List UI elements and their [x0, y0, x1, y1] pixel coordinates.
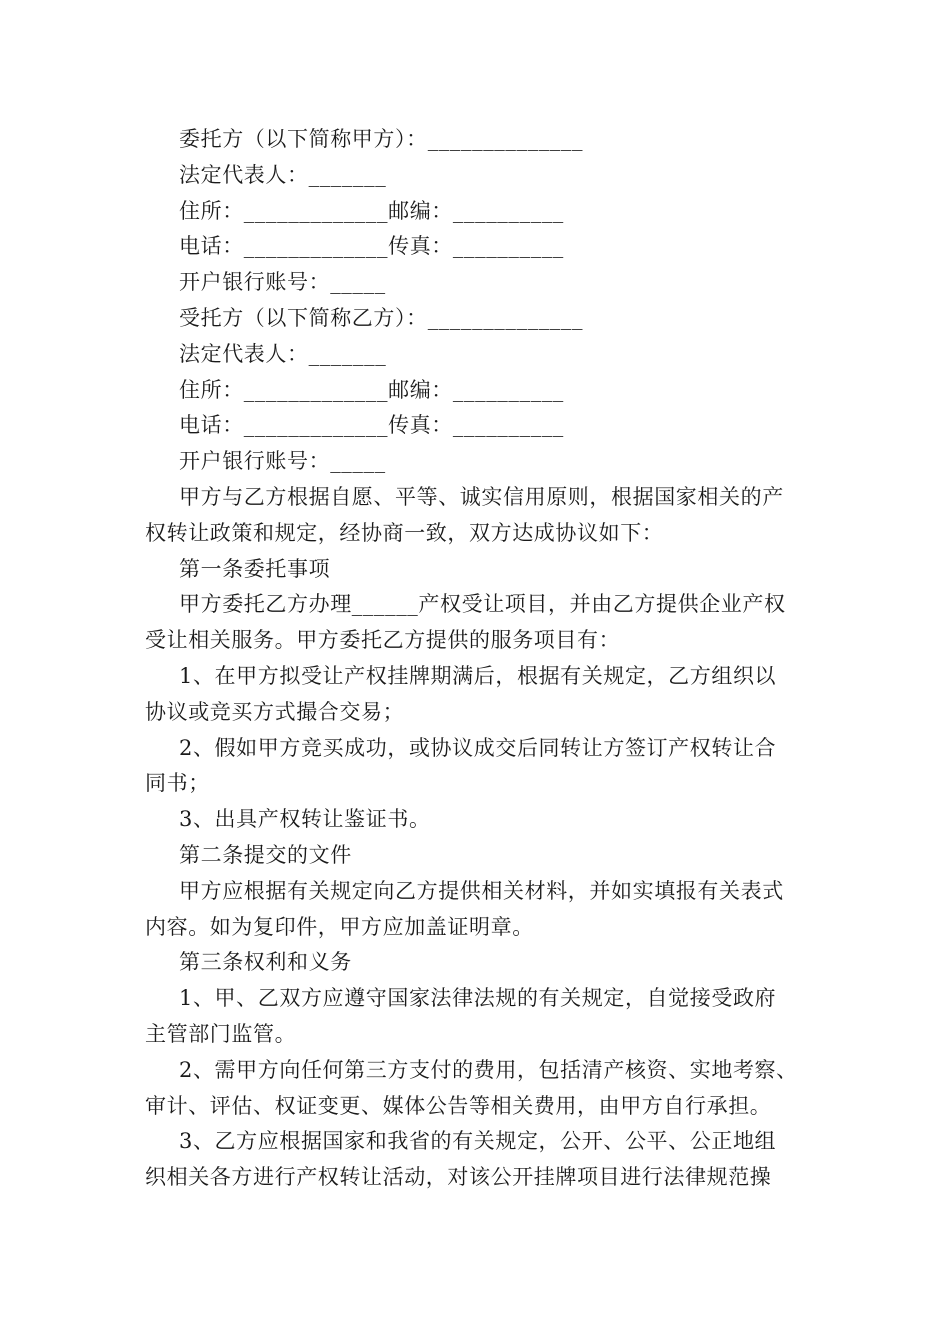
body-line: 主管部门监管。 [145, 1021, 297, 1046]
body-line: 2、需甲方向任何第三方支付的费用，包括清产核资、实地考察、 [179, 1057, 798, 1082]
body-line: 第一条委托事项 [179, 556, 331, 581]
body-line: 1、在甲方拟受让产权挂牌期满后，根据有关规定，乙方组织以 [179, 663, 777, 688]
body-line: 内容。如为复印件，甲方应加盖证明章。 [145, 914, 534, 939]
field-principal: 委托方（以下简称甲方）：______________ [179, 127, 584, 151]
field-agent-address: 住所：_____________邮编：__________ [179, 377, 564, 402]
body-line: 受让相关服务。甲方委托乙方提供的服务项目有： [145, 628, 621, 653]
document-page [145, 122, 810, 1196]
field-principal-bank-account: 开户银行账号：_____ [179, 270, 386, 295]
body-line: 1、甲、乙双方应遵守国家法律法规的有关规定，自觉接受政府 [179, 986, 777, 1011]
body-line: 2、假如甲方竞买成功，或协议成交后同转让方签订产权转让合 [179, 735, 777, 760]
header-fields [145, 122, 810, 480]
field-agent-phone: 电话：_____________传真：__________ [179, 413, 564, 438]
field-principal-phone: 电话：_____________传真：__________ [179, 234, 564, 259]
body-line: 织相关各方进行产权转让活动，对该公开挂牌项目进行法律规范操 [145, 1165, 772, 1190]
body-line: 甲方与乙方根据自愿、平等、诚实信用原则，根据国家相关的产 [179, 484, 784, 509]
field-agent-representative: 法定代表人：_______ [179, 341, 387, 366]
contract-body [145, 480, 810, 1196]
field-principal-address: 住所：_____________邮编：__________ [179, 198, 564, 223]
field-agent: 受托方（以下简称乙方）：______________ [179, 305, 584, 330]
body-line: 协议或竞买方式撮合交易； [145, 699, 405, 724]
body-line: 第二条提交的文件 [179, 842, 352, 867]
body-line: 3、出具产权转让鉴证书。 [179, 807, 431, 832]
body-line: 第三条权利和义务 [179, 950, 352, 975]
body-line: 3、乙方应根据国家和我省的有关规定，公开、公平、公正地组 [179, 1129, 777, 1154]
body-line: 同书； [145, 771, 210, 796]
body-line: 权转让政策和规定，经协商一致，双方达成协议如下： [145, 520, 664, 545]
field-principal-representative: 法定代表人：_______ [179, 162, 387, 187]
body-line: 审计、评估、权证变更、媒体公告等相关费用，由甲方自行承担。 [145, 1093, 772, 1118]
body-line: 甲方委托乙方办理______产权受让项目，并由乙方提供企业产权 [179, 592, 786, 617]
field-agent-bank-account: 开户银行账号：_____ [179, 449, 386, 474]
body-line: 甲方应根据有关规定向乙方提供相关材料，并如实填报有关表式 [179, 878, 784, 903]
